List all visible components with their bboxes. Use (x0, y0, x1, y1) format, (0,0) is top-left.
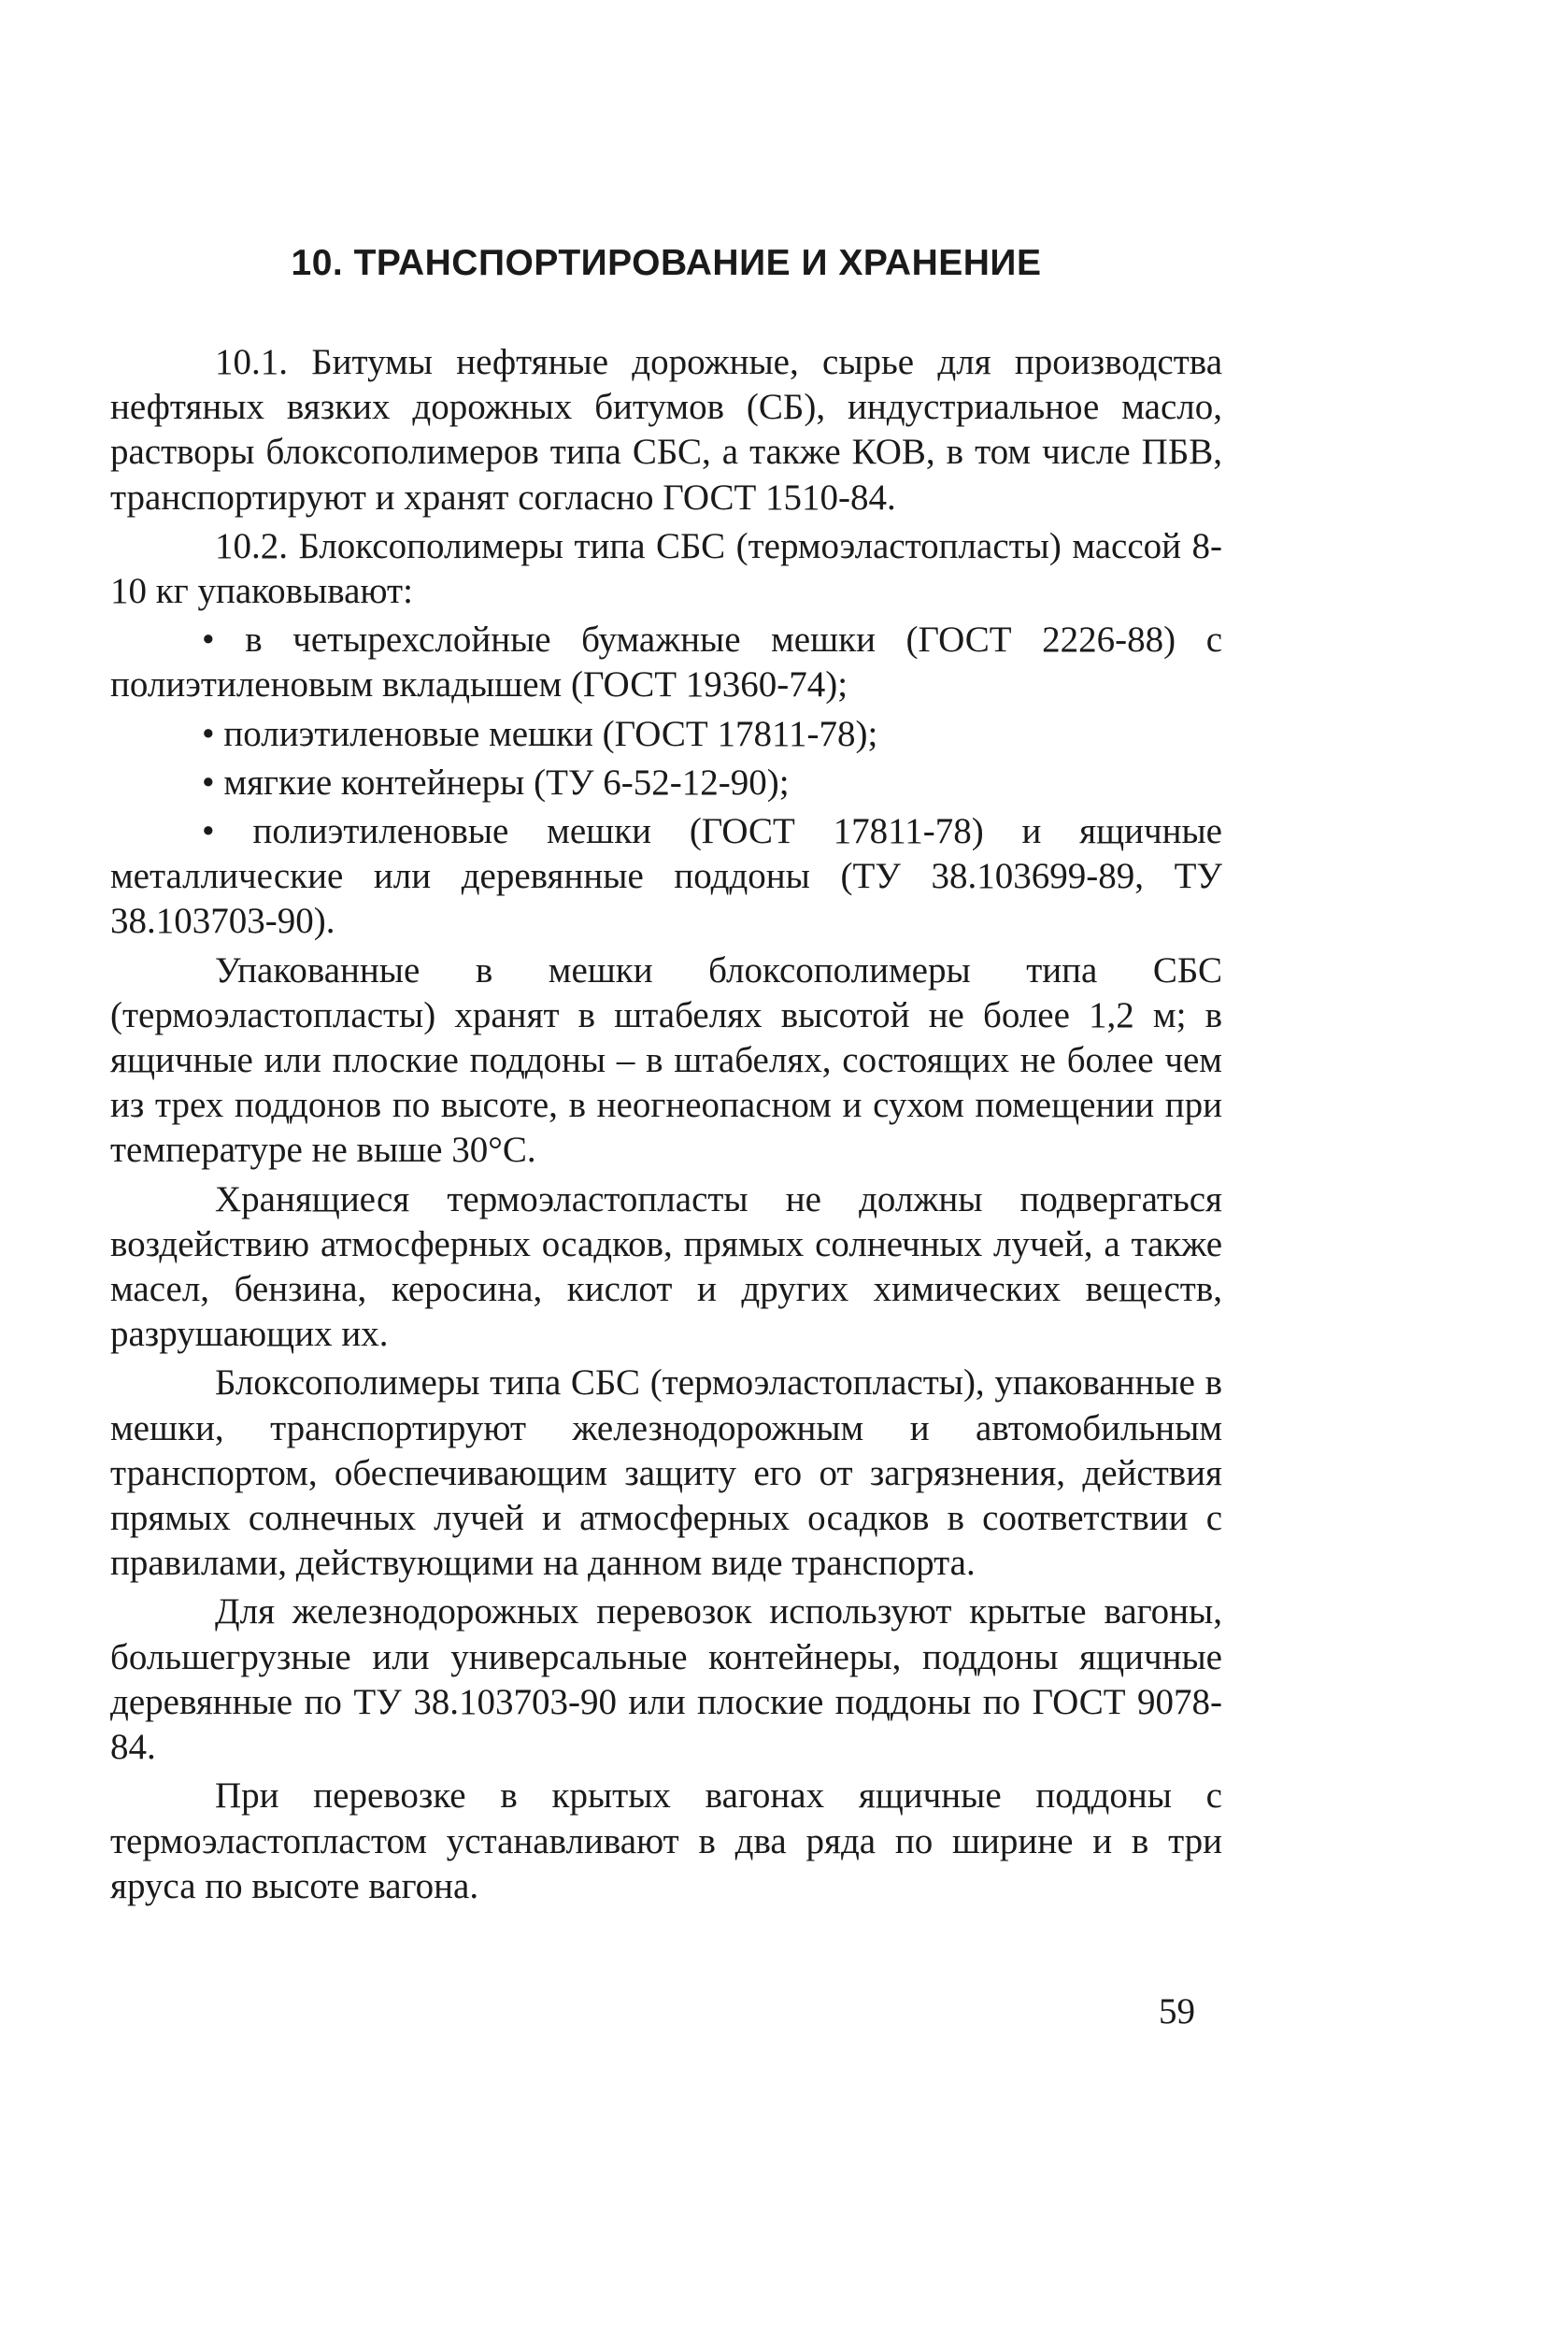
list-item-pallets: • полиэтиленовые мешки (ГОСТ 17811-78) и ящичные металлические или деревянные поддоны (ТУ 38.103699-89, ТУ 38.103703-90). (110, 811, 1222, 942)
list-item-paper-bags: • в четырехслойные бумажные мешки (ГОСТ 2226-88) с полиэтиленовым вкладышем (ГОСТ 19360-74); (110, 620, 1222, 706)
paragraph-wagons: При перевозке в крытых вагонах ящичные поддоны с термоэластопластом устанавливают в два ряда по ширине и в три яруса по высоте вагона. (110, 1775, 1222, 1906)
body-text (110, 340, 1222, 1913)
section-title: 10. ТРАНСПОРТИРОВАНИЕ И ХРАНЕНИЕ (291, 243, 1042, 283)
page-number: 59 (1159, 1991, 1195, 2031)
paragraph-protection: Хранящиеся термоэластопласты не должны подвергаться воздействию атмосферных осадков, прямых солнечных лучей, а также масел, бензина, керосина, кислот и других химических веществ, разрушающих их. (110, 1178, 1222, 1355)
list-item-soft-containers: • мягкие контейнеры (ТУ 6-52-12-90); (202, 762, 790, 803)
paragraph-10-2: 10.2. Блоксополимеры типа СБС (термоэластопласты) массой 8-10 кг упаковывают: (110, 525, 1222, 612)
list-item-polyethylene-bags: • полиэтиленовые мешки (ГОСТ 17811-78); (202, 713, 878, 754)
paragraph-railway: Для железнодорожных перевозок используют крытые вагоны, большегрузные или универсальные контейнеры, поддоны ящичные деревянные по ТУ 38.103703-90 или плоские поддоны по ГОСТ 9078-84. (110, 1591, 1222, 1768)
paragraph-10-1: 10.1. Битумы нефтяные дорожные, сырье для производства нефтяных вязких дорожных битумов (СБ), индустриальное масло, растворы блоксополимеров типа СБС, а также КОВ, в том числе ПБВ, транспортируют и хранят согласно ГОСТ 1510-84. (110, 342, 1222, 518)
paragraph-storage: Упакованные в мешки блоксополимеры типа СБС (термоэластопласты) хранят в штабелях высотой не более 1,2 м; в ящичные или плоские поддоны – в штабелях, состоящих не более чем из трех поддонов по высоте, в неогнеопасном и сухом помещении при температуре не выше 30°С. (110, 949, 1222, 1171)
paragraph-transport: Блоксополимеры типа СБС (термоэластопласты), упакованные в мешки, транспортируют железнодорожным и автомобильным транспортом, обеспечивающим защиту его от загрязнения, действия прямых солнечных лучей и атмосферных осадков в соответствии с правилами, действующими на данном виде транспорта. (110, 1362, 1222, 1584)
